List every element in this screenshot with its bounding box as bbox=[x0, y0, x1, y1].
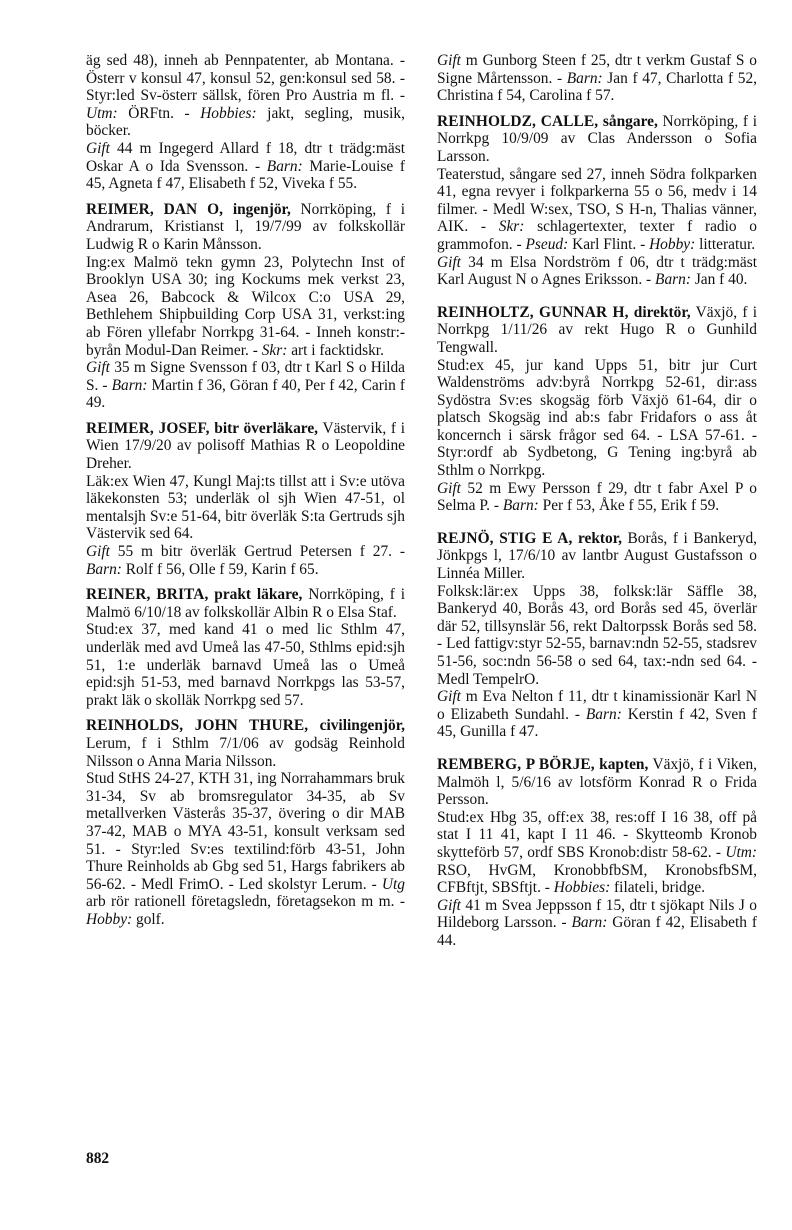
barn-label: Barn: bbox=[566, 69, 603, 87]
entry-intro: Norrköping, f i Andrarum, Kristianst l, 19/7/99 av folkskollär Ludwig R o Karin Månsson. bbox=[86, 200, 406, 253]
gift-text: m Gunborg Steen f 25, dtr t verkm Gustaf S o Signe Mårtensson. - bbox=[437, 52, 757, 87]
entry-title: ingenjör, bbox=[223, 200, 291, 218]
entry-title: rektor, bbox=[572, 529, 622, 547]
entry-career bbox=[437, 809, 757, 897]
entry-family bbox=[86, 140, 405, 193]
entry-career bbox=[437, 166, 757, 254]
gift-label: Gift bbox=[437, 253, 461, 271]
entry-heading bbox=[437, 304, 757, 357]
left-column bbox=[86, 52, 405, 937]
entry-name: REMBERG, P BÖRJE, bbox=[437, 755, 595, 773]
entry-heading bbox=[437, 530, 757, 583]
skr-text: schlagertexter, texter f radio o grammofon. - bbox=[437, 218, 757, 253]
career-text: Stud:ex Hbg 35, off:ex 38, res:off I 16 38, off på stat I 11 41, kapt I 11 46. - Skytteomb Kronob skytteförb 57, ordf SBS Kronob:distr 58-62. - bbox=[437, 808, 757, 861]
entry-intro: Växjö, f i Viken, Malmöh l, 5/6/16 av lotsförm Konrad R o Frida Persson. bbox=[437, 755, 758, 809]
hobby-label: Hobby: bbox=[86, 910, 133, 928]
gift-text: 34 m Elsa Nordström f 06, dtr t trädg:mäst Karl August N o Agnes Eriksson. - bbox=[437, 253, 757, 289]
skr-text: art i facktidskr. bbox=[287, 341, 384, 359]
barn-text: Rolf f 56, Olle f 59, Karin f 65. bbox=[121, 560, 319, 578]
barn-text: Jan f 47, Charlotta f 52, Christina f 54, Carolina f 57. bbox=[437, 69, 757, 105]
entry-heading bbox=[86, 201, 405, 254]
barn-text: Per f 53, Åke f 55, Erik f 59. bbox=[538, 497, 720, 515]
gift-label: Gift bbox=[437, 479, 461, 497]
entry-reimer-josef bbox=[86, 420, 405, 578]
barn-label: Barn: bbox=[111, 376, 148, 394]
entry-career: Stud:ex 37, med kand 41 o med lic Sthlm 47, underläk med avd Umeå las 47-50, Sthlms epid:sjh 51, 1:e underläk barnavd Umeå las o Umeå epid:sjh 51-53, med barnavd Norrkpgs las 53-57, prakt läk o skolläk Norrkpg sed 57. bbox=[86, 621, 405, 709]
entry-title: kapten, bbox=[594, 755, 649, 773]
gift-label: Gift bbox=[86, 359, 110, 377]
career-text: Stud StHS 24-27, KTH 31, ing Norrahammars bruk 31-34, Sv ab bromsregulator 34-35, ab Sv metallverken Västerås 35-37, övering o dir MAB 37-42, MAB o MYA 43-51, konsult verksam sed 51. - Styr:led Sv:es textilind:förb 43-51, John Thure Reinholds ab Gbg sed 51, Hargs fabrikers ab 56-62. - Medl FrimO. - Led skolstyr Lerum. - bbox=[86, 770, 405, 893]
entry-rejno-stig bbox=[437, 530, 757, 741]
entry-name: REIMER, DAN O, bbox=[86, 200, 224, 218]
barn-text: Kerstin f 42, Sven f 45, Gunilla f 47. bbox=[437, 705, 757, 741]
utm-label: Utm: bbox=[86, 104, 118, 122]
entry-intro: Norrköping, f i Norrkpg 10/9/09 av Clas Andersson o Sofia Larsson. bbox=[437, 112, 758, 165]
barn-text: Martin f 36, Göran f 40, Per f 42, Carin f 49. bbox=[86, 376, 405, 412]
utm-text: RSO, HvGM, KronobbfbSM, KronobsfbSM, CFBftjt, SBSftjt. - bbox=[437, 861, 757, 897]
entry-title: civilingenjör, bbox=[308, 717, 405, 735]
entry-family bbox=[437, 254, 757, 289]
entry-name: REINER, BRITA, bbox=[86, 586, 209, 604]
gift-text: m Eva Nelton f 11, dtr t kinamissionär Karl N o Elizabeth Sundahl. - bbox=[437, 688, 757, 723]
entry-career: Stud:ex 45, jur kand Upps 51, bitr jur Curt Waldenströms adv:byrå Norrkpg 52-61, dir:ass Sydöstra Sv:es skogsäg förb Växjö 61-64, dir o platsch Skogsäg ind ab:s fabr Fridafors o ass åt koncernch i särsk frågor sed 64. - LSA 57-61. - Styr:ordf ab Sydbetong, G Tening ing:byrå ab Sthlm o Norrkpg. bbox=[437, 356, 757, 480]
utm-text: ÖRFtn. - bbox=[117, 104, 190, 122]
hobbies-label: Hobbies: bbox=[200, 104, 257, 122]
entry-name: REIMER, JOSEF, bbox=[86, 419, 210, 437]
entry-name: REINHOLDZ, CALLE, bbox=[437, 112, 599, 130]
right-column bbox=[437, 52, 757, 958]
barn-text: Göran f 42, Elisabeth f 44. bbox=[437, 914, 757, 949]
entry-career bbox=[86, 770, 405, 928]
entry-career: Läk:ex Wien 47, Kungl Maj:ts tillst att i Sv:e utöva läkekonsten 53; underläk ol sjh Wien 47-51, ol mentalsjh Sv:e 51-64, bitr överläk S:ta Gertruds sjh Västervik sed 64. bbox=[86, 472, 405, 543]
entry-continuation bbox=[86, 52, 405, 193]
entry-intro: Växjö, f i Norrkpg 1/11/26 av rekt Hugo R o Gunhild Tengwall. bbox=[437, 303, 757, 356]
entry-career: äg sed 48), inneh ab Pennpatenter, ab Montana. - Österr v konsul 47, konsul 52, gen:konsul sed 58. - Styr:led Sv-österr sällsk, fören Pro Austria m fl. - bbox=[86, 52, 405, 105]
hobby-label: Hobby: bbox=[649, 235, 696, 253]
pseud-label: Pseud: bbox=[525, 235, 569, 253]
entry-intro: Lerum, f i Sthlm 7/1/06 av godsäg Reinhold Nilsson o Anna Maria Nilsson. bbox=[86, 734, 405, 770]
hobbies-label: Hobbies: bbox=[553, 879, 611, 897]
gift-text: 44 m Ingegerd Allard f 18, dtr t trädg:mäst Oskar A o Ida Svensson. - bbox=[86, 139, 405, 175]
entry-reinholtz-gunnar bbox=[437, 304, 757, 515]
entry-heading bbox=[86, 717, 405, 770]
entry-remberg-borje bbox=[437, 756, 757, 950]
entry-intro: Borås, f i Bankeryd, Jönkpgs l, 17/6/10 av lantbr August Gustafsson o Linnéa Miller. bbox=[437, 529, 757, 583]
career-text: Ing:ex Malmö tekn gymn 23, Polytechn Inst of Brooklyn USA 30; ing Kockums mek verkst 23, Asea 26, Babcock & Wilcox C:o USA 29, Bethlehem Shipbuilding Corp USA 31, verkst:ing ab Fören yllefabr Norrkpg 31-64. - Inneh konstr:-byrån Modul-Dan Reimer. - bbox=[86, 253, 405, 359]
entry-heading bbox=[86, 420, 405, 473]
entry-career: Folksk:lär:ex Upps 38, folksk:lär Säffle 38, Bankeryd 40, Borås 43, ord Borås sed 45, överlär där 52, tillsynslär 56, rekt Daltorpssk Borås sed 58. - Led fattigv:styr 52-55, barnav:ndn 52-55, stadsrev 51-56, soc:ndn 56-58 o sed 64, tax:-ndn sed 64. - Medl TempelrO. bbox=[437, 582, 757, 688]
gift-label: Gift bbox=[86, 543, 110, 561]
entry-heading bbox=[86, 586, 405, 621]
gift-text: 52 m Ewy Persson f 29, dtr t fabr Axel P o Selma P. - bbox=[437, 479, 757, 515]
gift-text: 41 m Svea Jeppsson f 15, dtr t sjökapt Nils J o Hildeborg Larsson. - bbox=[437, 896, 757, 932]
career-text: Teaterstud, sångare sed 27, inneh Södra folkparken 41, egna revyer i folkparkerna 55 o 56, medv i 14 filmer. - Medl W:sex, TSO, S H-n, Thalias vänner, AIK. - bbox=[437, 165, 757, 236]
entry-heading bbox=[437, 113, 757, 166]
entry-family bbox=[86, 359, 405, 412]
entry-title: prakt läkare, bbox=[208, 586, 303, 604]
entry-reinholds-john bbox=[86, 717, 405, 928]
gift-text: 35 m Signe Svensson f 03, dtr t Karl S o Hilda S. - bbox=[86, 359, 405, 394]
barn-label: Barn: bbox=[571, 914, 608, 932]
pseud-text: Karl Flint. - bbox=[568, 235, 646, 253]
entry-name: REINHOLTZ, GUNNAR H, bbox=[437, 303, 629, 321]
gift-label: Gift bbox=[437, 52, 461, 69]
entry-reiner-brita bbox=[86, 586, 405, 709]
barn-label: Barn: bbox=[502, 497, 539, 515]
barn-text: Jan f 40. bbox=[690, 271, 748, 289]
entry-title: direktör, bbox=[628, 303, 691, 321]
entry-family bbox=[437, 897, 757, 950]
barn-label: Barn: bbox=[585, 705, 622, 723]
entry-career bbox=[86, 254, 405, 360]
entry-family bbox=[437, 688, 757, 741]
gift-label: Gift bbox=[86, 139, 110, 157]
entry-intro: Norrköping, f i Malmö 6/10/18 av folkskollär Albin R o Elsa Staf. bbox=[86, 586, 405, 621]
barn-label: Barn: bbox=[655, 271, 691, 289]
page-number: 882 bbox=[86, 1150, 110, 1167]
utg-text: arb rör rationell företagsledn, företagsekon m m. - bbox=[86, 893, 405, 911]
entry-title: bitr överläkare, bbox=[209, 419, 319, 437]
barn-label: Barn: bbox=[266, 157, 303, 175]
entry-reimer-dan bbox=[86, 201, 405, 412]
utg-label: Utg bbox=[381, 875, 405, 893]
hobbies-text: jakt, segling, musik, böcker. bbox=[86, 104, 405, 140]
entry-family bbox=[437, 52, 757, 105]
entry-continuation bbox=[437, 52, 757, 105]
entry-heading bbox=[437, 756, 757, 809]
entry-title: sångare, bbox=[598, 112, 658, 130]
hobby-text: golf. bbox=[132, 910, 165, 928]
skr-label: Skr: bbox=[261, 341, 288, 359]
entry-name: REJNÖ, STIG E A, bbox=[437, 529, 573, 547]
hobbies-text: filateli, bridge. bbox=[610, 879, 706, 897]
entry-family bbox=[86, 543, 405, 578]
entry-reinholdz-calle bbox=[437, 113, 757, 289]
hobby-text: litteratur. bbox=[695, 235, 756, 253]
entry-family bbox=[437, 480, 757, 515]
entry-name: REINHOLDS, JOHN THURE, bbox=[86, 717, 309, 735]
gift-label: Gift bbox=[437, 688, 461, 706]
skr-label: Skr: bbox=[498, 218, 525, 236]
utm-label: Utm: bbox=[725, 843, 757, 861]
barn-label: Barn: bbox=[86, 560, 122, 578]
entry-intro: Västervik, f i Wien 17/9/20 av polisoff Mathias R o Leopoldine Dreher. bbox=[86, 419, 405, 473]
entry-text bbox=[86, 52, 405, 140]
gift-label: Gift bbox=[437, 896, 461, 914]
barn-text: Marie-Louise f 45, Agneta f 47, Elisabeth f 52, Viveka f 55. bbox=[86, 157, 405, 193]
gift-text: 55 m bitr överläk Gertrud Petersen f 27. - bbox=[109, 543, 405, 561]
